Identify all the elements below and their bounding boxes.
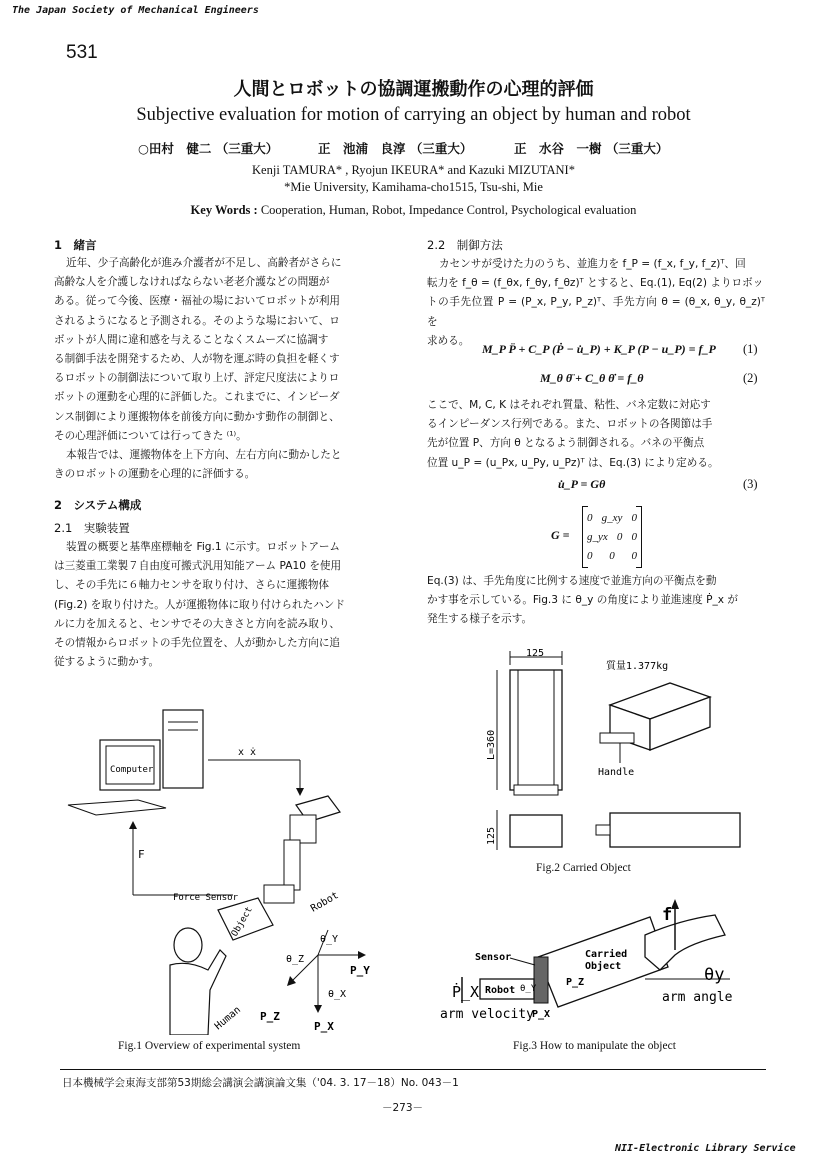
fig1-f-label: F [138, 848, 145, 861]
line: その心理評価については行ってきた ⁽¹⁾。 [54, 429, 247, 442]
keywords-label: Key Words : [190, 203, 258, 217]
fig3-f-label: f [662, 905, 673, 925]
fig1-px: P_X [314, 1020, 334, 1033]
line: 従するように動かす。 [54, 656, 160, 669]
fig3-theta-y-big: θy [704, 965, 725, 985]
fig3-theta-y-small: θ_Y [520, 984, 537, 994]
equation-3: u̇_P = Gθ [558, 477, 606, 491]
matrix-cell: 0 [631, 550, 637, 562]
line: るインピーダンス行列である。また、ロボットの各関節は手 [427, 418, 713, 431]
matrix-row [587, 547, 637, 566]
matrix-row [587, 528, 637, 547]
fig1-theta-z: θ_Z [286, 954, 305, 965]
line: ボットが人間に違和感を与えることなくスムーズに協調す [54, 333, 329, 346]
fig1-keyboard [68, 800, 166, 815]
fig2-side-view-right [610, 813, 740, 847]
affiliation: *Mie University, Kamihama-cho1515, Tsu-shi, Mie [284, 180, 543, 194]
fig1-robot-arm [264, 796, 340, 903]
line: 位置 u_P = (u_Px, u_Py, u_Pz)ᵀ は、Eq.(3) により定める。 [427, 456, 719, 469]
fig2-handle-label: Handle [598, 767, 635, 778]
fig2-dim-l360: L=360 [486, 729, 497, 760]
keywords-line [0, 203, 827, 218]
fig3-px: P_X [532, 1009, 551, 1020]
title-japanese: 人間とロボットの協調運搬動作の心理的評価 [233, 79, 594, 100]
matrix-cell: 0 [587, 512, 593, 524]
fig2-dim-125-top: 125 [526, 648, 545, 659]
line: 装置の概要と基準座標軸を Fig.1 に示す。ロボットアーム [66, 541, 341, 553]
fig1-xx-label: x ẋ [238, 747, 257, 758]
line: る制御手法を開発するため、人が物を運ぶ時の負担を軽くす [54, 353, 340, 366]
section-2-2-title: 2.2 制御方法 [427, 238, 503, 252]
line: 近年、少子高齢化が進み介護者が不足し、高齢者がさらに [66, 257, 342, 269]
title-english: Subjective evaluation for motion of carrying an object by human and robot [136, 105, 691, 125]
section-2-2-paragraph [427, 255, 765, 351]
matrix-cell: 0 [631, 531, 637, 543]
line: (Fig.2) を取り付けた。人が運搬物体に取り付けられたハンド [54, 598, 345, 611]
fig2-mass: 質量1.377kg [606, 661, 669, 672]
fig1-drawing [58, 700, 418, 1035]
matrix-cell: 0 [609, 550, 615, 562]
library-footer: NII-Electronic Library Service [615, 1143, 796, 1154]
author-ikeura: 正 池浦 良淳 （三重大） [318, 141, 473, 156]
matrix-cell: 0 [587, 550, 593, 562]
footer-proceedings: 日本機械学会東海支部第53期総会講演会講演論文集（'04. 3. 17－18）No. 043－1 [62, 1077, 459, 1089]
fig2-side-view-left [510, 815, 562, 847]
line: るロボットの制御法について取り上げ、評定尺度法によりロ [54, 372, 340, 385]
society-header: The Japan Society of Mechanical Engineers [12, 5, 259, 16]
matrix-cell: 0 [631, 512, 637, 524]
line: 求める。 [427, 334, 470, 347]
line: 先が位置 P、方向 θ となるよう制御される。バネの平衡点 [427, 437, 705, 450]
keywords-text: Cooperation, Human, Robot, Impedance Control, Psychological evaluation [260, 203, 637, 217]
line: し、その手先に６軸力センサを取り付け、さらに運搬物体 [54, 579, 330, 592]
section-2-2-paragraph-3 [427, 572, 765, 630]
fig1-theta-x: θ_X [328, 989, 347, 1000]
section-2-1-paragraph [54, 538, 389, 672]
line: かす事を示している。Fig.3 に θ_y の角度により並進速度 Ṗ_x が [427, 594, 738, 607]
fig3-robot-label: Robot [485, 985, 516, 996]
line: ンス制御により運搬物体を前後方向に動かす動作の制御と、 [54, 410, 340, 423]
matrix-cell: 0 [616, 531, 623, 543]
fig3-object-label: Object [585, 961, 622, 972]
fig3-arm-velocity: arm velocity [440, 1007, 534, 1022]
section-2-2-paragraph-2 [427, 396, 765, 473]
equation-3-number: (3) [743, 477, 758, 491]
line: ここで、M, C, K はそれぞれ質量、粘性、バネ定数に対応す [427, 399, 711, 411]
authors-english: Kenji TAMURA* , Ryojun IKEURA* and Kazuki MIZUTANI* [252, 163, 575, 177]
matrix-g-label: G = [551, 528, 570, 542]
line: 転力を f_θ = (f_θx, f_θy, f_θz)ᵀ とすると、Eq.(1), Eq(2) よりロボッ [427, 277, 764, 290]
line: ボットの運動を心理的に評価した。これまでに、インピーダ [54, 391, 340, 404]
section-1-title: 1 緒言 [54, 238, 97, 252]
fig1-theta-y: θ_Y [320, 934, 339, 945]
fig2-dim-125-side: 125 [486, 826, 497, 845]
line: ルに力を加えると、センサでその大きさと方向を読み取り、 [54, 617, 341, 630]
equation-2-number: (2) [743, 371, 758, 385]
line: トの手先位置 P = (P_x, P_y, P_z)ᵀ、手先方向 θ = (θ_x, θ_y, θ_z)ᵀ を [427, 296, 765, 328]
equation-1: M_P P̈ + C_P (Ṗ − u̇_P) + K_P (P − u_P) = f_P [482, 342, 716, 356]
equation-2: M_θ θ̈ + C_θ θ̇ = f_θ [540, 371, 644, 385]
fig3-sensor-block [534, 957, 548, 1003]
author-mizutani: 正 水谷 一樹 （三重大） [514, 141, 669, 156]
fig2-drawing [470, 645, 770, 860]
fig1-caption: Fig.1 Overview of experimental system [118, 1040, 301, 1052]
fig3-caption: Fig.3 How to manipulate the object [513, 1040, 676, 1052]
fig1-object-label: Object [229, 905, 255, 939]
section-2-title: 2 システム構成 [54, 498, 142, 512]
line: ある。従って今後、医療・福祉の場においてロボットが利用 [54, 295, 341, 308]
line: されるようになると予測される。そのような場において、ロ [54, 314, 340, 327]
line: カセンサが受けた力のうち、並進力を f_P = (f_x, f_y, f_z)ᵀ、回 [439, 258, 746, 270]
fig2-isometric-view [600, 683, 710, 763]
fig3-arm-angle: arm angle [662, 990, 733, 1005]
fig3-sensor-label: Sensor [475, 952, 512, 963]
fig3-px-dot: Ṗ_X [452, 983, 480, 1001]
line: Eq.(3) は、手先角度に比例する速度で並進方向の平衡点を動 [427, 575, 717, 587]
fig3-pz: P_Z [566, 977, 585, 988]
matrix-row [587, 509, 637, 528]
line: きのロボットの運動を心理的に評価する。 [54, 468, 256, 481]
fig3-drawing [440, 895, 770, 1035]
fig1-pz: P_Z [260, 1010, 280, 1023]
fig1-human-label: Human [212, 1004, 243, 1033]
section-2-1-title: 2.1 実験装置 [54, 521, 130, 535]
line: 本報告では、運搬物体を上下方向、左右方向に動かしたと [66, 449, 342, 462]
line: 発生する様子を示す。 [427, 613, 533, 626]
paper-number: 531 [66, 42, 98, 63]
fig3-hand [645, 915, 725, 970]
section-1-paragraph-1 [54, 254, 389, 484]
fig1-force-sensor-label: Force Sensor [173, 893, 239, 903]
footer-rule [60, 1069, 766, 1070]
line: その情報からロボットの手先位置を、人が動かした方向に追 [54, 637, 341, 650]
line: は三菱重工業製７自由度可搬式汎用知能アーム PA10 を使用 [54, 560, 342, 573]
author-tamura: ○田村 健二 （三重大） [138, 141, 279, 156]
equation-1-number: (1) [743, 342, 758, 356]
matrix-g [582, 506, 642, 568]
page-number: －273－ [382, 1102, 424, 1114]
fig1-py: P_Y [350, 964, 370, 977]
matrix-cell: g_xy [601, 512, 623, 524]
fig3-carried-label: Carried [585, 949, 628, 960]
matrix-cell: g_yx [587, 531, 608, 543]
line: 高齢な人を介護しなければならない老老介護などの問題が [54, 276, 330, 289]
fig1-computer-label: Computer [110, 765, 154, 775]
fig1-robot-label: Robot [309, 890, 341, 915]
fig2-caption: Fig.2 Carried Object [536, 862, 631, 874]
